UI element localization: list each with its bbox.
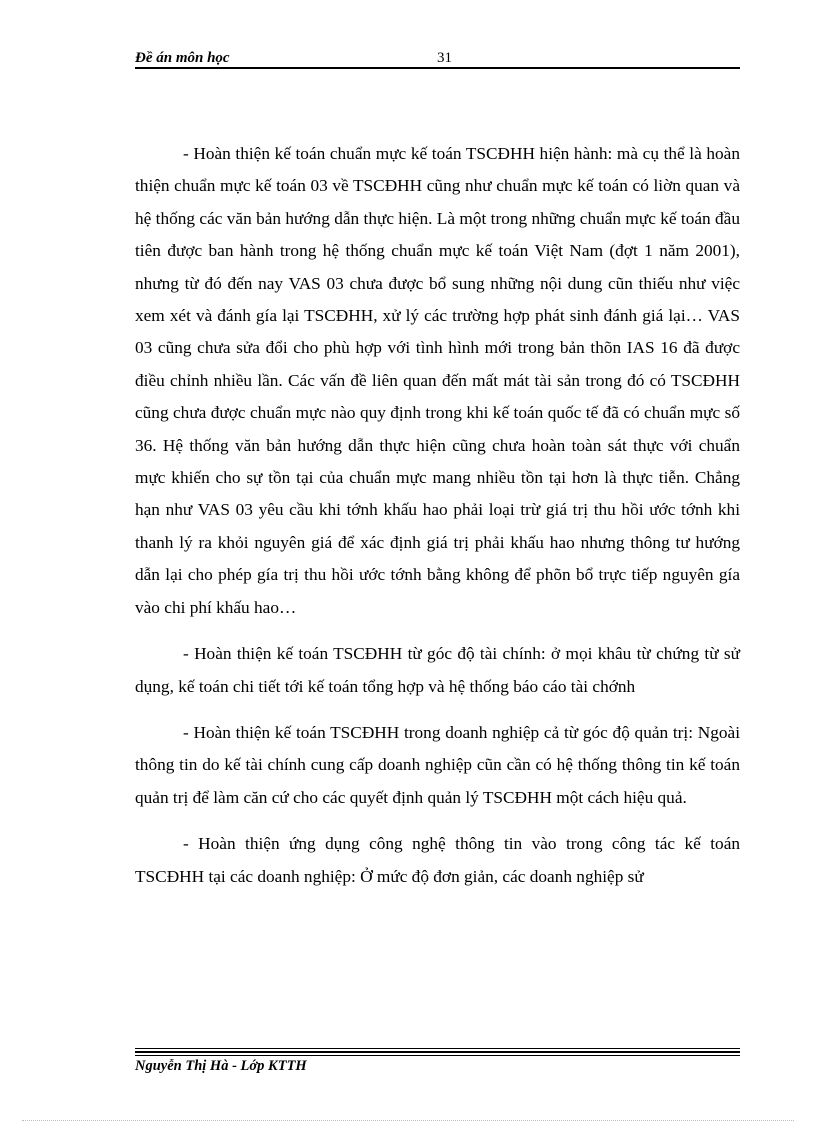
footer-rule (135, 1048, 740, 1049)
paragraph-management: - Hoàn thiện kế toán TSCĐHH trong doanh nghiệp cả từ góc độ quản trị: Ngoài thông tin do kế tài chính cung cấp doanh nghiệp cũn cần có hệ thống thông tin kế toán quản trị để làm căn cứ cho các quyết định quản lý TSCĐHH một cách hiệu quả. (135, 722, 740, 807)
page-number: 31 (437, 50, 452, 66)
footer-rule (135, 1051, 740, 1053)
header-title: Đề án môn học (135, 50, 230, 66)
page-header (135, 48, 740, 72)
footer-author: Nguyễn Thị Hà - Lớp KTTH (135, 1058, 307, 1074)
page-edge-divider (22, 1120, 794, 1121)
body-text (135, 138, 740, 907)
header-rule (135, 67, 740, 69)
paragraph-standards: - Hoàn thiện kế toán chuẩn mực kế toán TSCĐHH hiện hành: mà cụ thể là hoàn thiện chuẩn mực kế toán 03 về TSCĐHH cũng như chuẩn mực kế toán có liờn quan và hệ thống các văn bản hướng dẫn thực hiện. Là một trong những chuẩn mực kế toán đầu tiên được ban hành trong hệ thống chuẩn mực kế toán Việt Nam (đợt 1 năm 2001), nhưng từ đó đến nay VAS 03 chưa được bổ sung những nội dung cũn thiếu như việc xem xét và đánh gía lại TSCĐHH, xử lý các trường hợp phát sinh đánh giá lại… VAS 03 cũng chưa sửa đổi cho phù hợp với tình hình mới trong bản thõn IAS 16 đã được điều chỉnh nhiều lần. Các vấn đề liên quan đến mất mát tài sản trong đó có TSCĐHH cũng chưa được chuẩn mực nào quy định trong khi kế toán quốc tế đã có chuẩn mực số 36. Hệ thống văn bản hướng dẫn thực hiện cũng chưa hoàn toàn sát thực với chuẩn mực khiến cho sự tồn tại của chuẩn mực mang nhiều tồn tại hơn là thực tiễn. Chẳng hạn như VAS 03 yêu cầu khi tớnh khấu hao phải loại trừ giá trị thu hồi ước tớnh khi thanh lý ra khỏi nguyên giá để xác định giá trị phải khấu hao nhưng thông tư hướng dẫn lại cho phép gía trị thu hồi ước tớnh bằng không để phõn bổ trực tiếp nguyên gía vào chi phí khấu hao… (135, 144, 740, 617)
page-footer (135, 1048, 740, 1088)
paragraph-it: - Hoàn thiện ứng dụng công nghệ thông tin vào trong công tác kế toán TSCĐHH tại các doanh nghiệp: Ở mức độ đơn giản, các doanh nghiệp sử (135, 834, 740, 886)
footer-rule (135, 1055, 740, 1056)
paragraph-financial: - Hoàn thiện kế toán TSCĐHH từ góc độ tài chính: ở mọi khâu từ chứng từ sử dụng, kế toán chi tiết tới kế toán tổng hợp và hệ thống báo cáo tài chớnh (135, 644, 740, 696)
